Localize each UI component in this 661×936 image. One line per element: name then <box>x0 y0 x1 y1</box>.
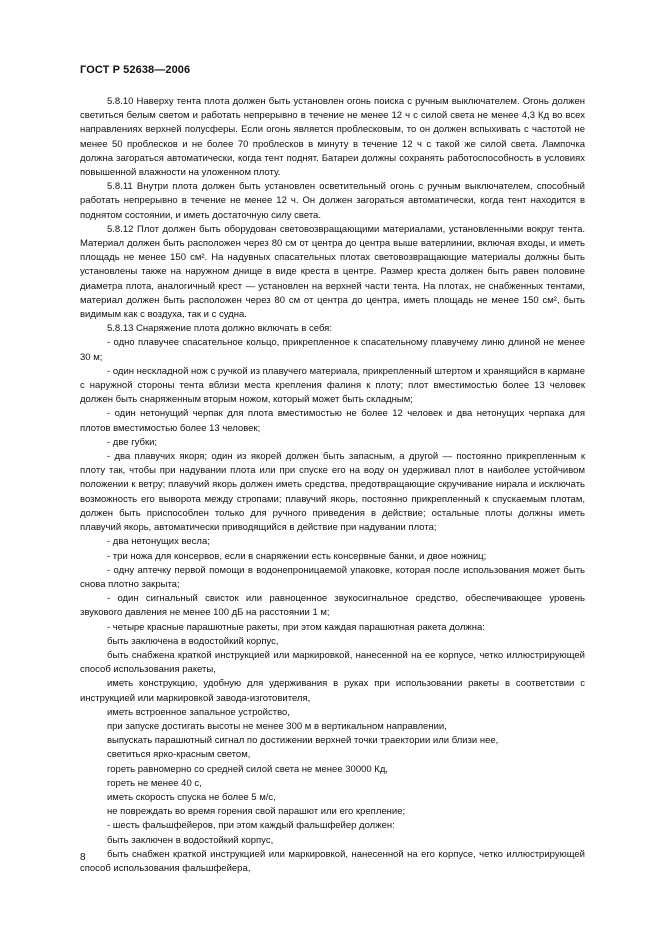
list-item: - одну аптечку первой помощи в водонепроницаемой упаковке, которая после использования может быть снова плотно закрыта; <box>80 564 585 590</box>
list-item: - две губки; <box>107 436 158 448</box>
list-item: - один нетонущий черпак для плота вместимостью не более 12 человек и два нетонущих черпака для плотов вместимостью более 13 человек; <box>80 408 585 434</box>
list-item: - одно плавучее спасательное кольцо, прикрепленное к спасательному плавучему линю длиной не менее 30 м; <box>80 337 585 363</box>
list-item: - два плавучих якоря; один из якорей должен быть запасным, а другой — постоянно прикрепленным к плоту так, чтобы при надувании плота или при спуске его на воду он удерживал плот в наиболее устойчивом положении к ветру; плавучий якорь должен иметь средства, предотвращающие скручивание нирала и исключать возможность его выворота между стропами; плавучий якорь, постоянно прикрепленный к спускаемым плотам, должен быть приспособлен только для ручного приведения в действие; остальные плоты должны иметь плавучий якорь, автоматически приводящийся в действие при надувании плота; <box>80 451 585 534</box>
sub-item: светиться ярко-красным светом, <box>107 749 251 761</box>
sub-item: не повреждать во время горения свой парашют или его крепление; <box>107 806 406 818</box>
sub-item: иметь скорость спуска не более 5 м/с, <box>107 791 276 803</box>
document-header: ГОСТ Р 52638—2006 <box>80 64 191 76</box>
sub-item: быть снабжен краткой инструкцией или маркировкой, нанесенной на его корпусе, четко иллюстрирующей способ использования фальшфейера, <box>80 848 585 874</box>
paragraph-5-8-13: 5.8.13 Снаряжение плота должно включать в себя: <box>107 323 332 335</box>
list-item: - три ножа для консервов, если в снаряжении есть консервные банки, и двое ножниц; <box>107 550 487 562</box>
list-item: - один нескладной нож с ручкой из плавучего материала, прикрепленный штертом и хранящийся в кармане с наружной стороны тента вблизи места крепления фалиня к плоту; плот вместимостью более 13 человек должен быть снаряженным вторым ножом, который может быть складным; <box>80 365 585 406</box>
list-item: - два нетонущих весла; <box>107 536 210 548</box>
paragraph-5-8-11: 5.8.11 Внутри плота должен быть установлен осветительный огонь с ручным выключателем, способный работать непрерывно в течение не менее 12 ч. Он должен загораться автоматически, когда тент находится в поднятом состоянии, и иметь достаточную силу света. <box>80 181 585 221</box>
document-body <box>80 95 585 876</box>
list-item: - шесть фальшфейеров, при этом каждый фальшфейер должен: <box>107 820 395 832</box>
sub-item: быть заключена в водостойкий корпус, <box>107 635 279 647</box>
list-item: - четыре красные парашютные ракеты, при этом каждая парашютная ракета должна: <box>107 621 485 633</box>
sub-item: быть заключен в водостойкий корпус, <box>107 834 274 846</box>
list-item: - один сигнальный свисток или равноценное звукосигнальное средство, обеспечивающее уровень звукового давления не менее 100 дБ на расстоянии 1 м; <box>80 593 585 619</box>
sub-item: гореть не менее 40 с, <box>107 777 202 789</box>
paragraph-5-8-10: 5.8.10 Наверху тента плота должен быть установлен огонь поиска с ручным выключателем. Огонь должен светиться белым светом и работать непрерывно в течение не менее 12 ч с силой света не менее 4,3 Кд во всех направлениях верхней полусферы. Если огонь является проблесковым, то он должен вспыхивать с частотой не менее 50 проблесков и не более 70 проблесков в минуту в течение 12 ч с такой же силой света. Лампочка должна загораться автоматически, когда тент поднят. Батареи должны сохранять работоспособность в условиях повышенной влажности на уложенном плоту. <box>80 96 585 179</box>
sub-item: при запуске достигать высоты не менее 300 м в вертикальном направлении, <box>107 720 447 732</box>
sub-item: иметь конструкцию, удобную для удерживания в руках при использовании ракеты в соответствии с инструкцией или маркировкой завода-изготовителя, <box>80 678 585 704</box>
sub-item: быть снабжена краткой инструкцией или маркировкой, нанесенной на ее корпусе, четко иллюстрирующей способ использования ракеты, <box>80 649 585 676</box>
sub-item: гореть равномерно со средней силой света не менее 30000 Кд, <box>107 763 389 775</box>
sub-item: выпускать парашютный сигнал по достижении верхней точки траектории или близи нее, <box>107 735 499 747</box>
page-number: 8 <box>80 852 86 863</box>
paragraph-5-8-12: 5.8.12 Плот должен быть оборудован световозвращающими материалами, установленными вокруг тента. Материал должен быть расположен через 80 см от центра до центра выше ватерлинии, включая входы, и иметь площадь не менее 150 см². На надувных спасательных плотах световозвращающие материалы должны быть установлены также на наружном днище в виде креста в центре. Размер креста должен быть равен половине диаметра плота, аналогичный крест — установлен на верхней части тента. На плотах, не снабженных тентами, материал должен быть расположен через 80 см от центра до центра, иметь площадь не менее 150 см², быть видимым как с воздуха, так и с судна. <box>80 223 585 321</box>
sub-item: иметь встроенное запальное устройство, <box>107 706 290 718</box>
